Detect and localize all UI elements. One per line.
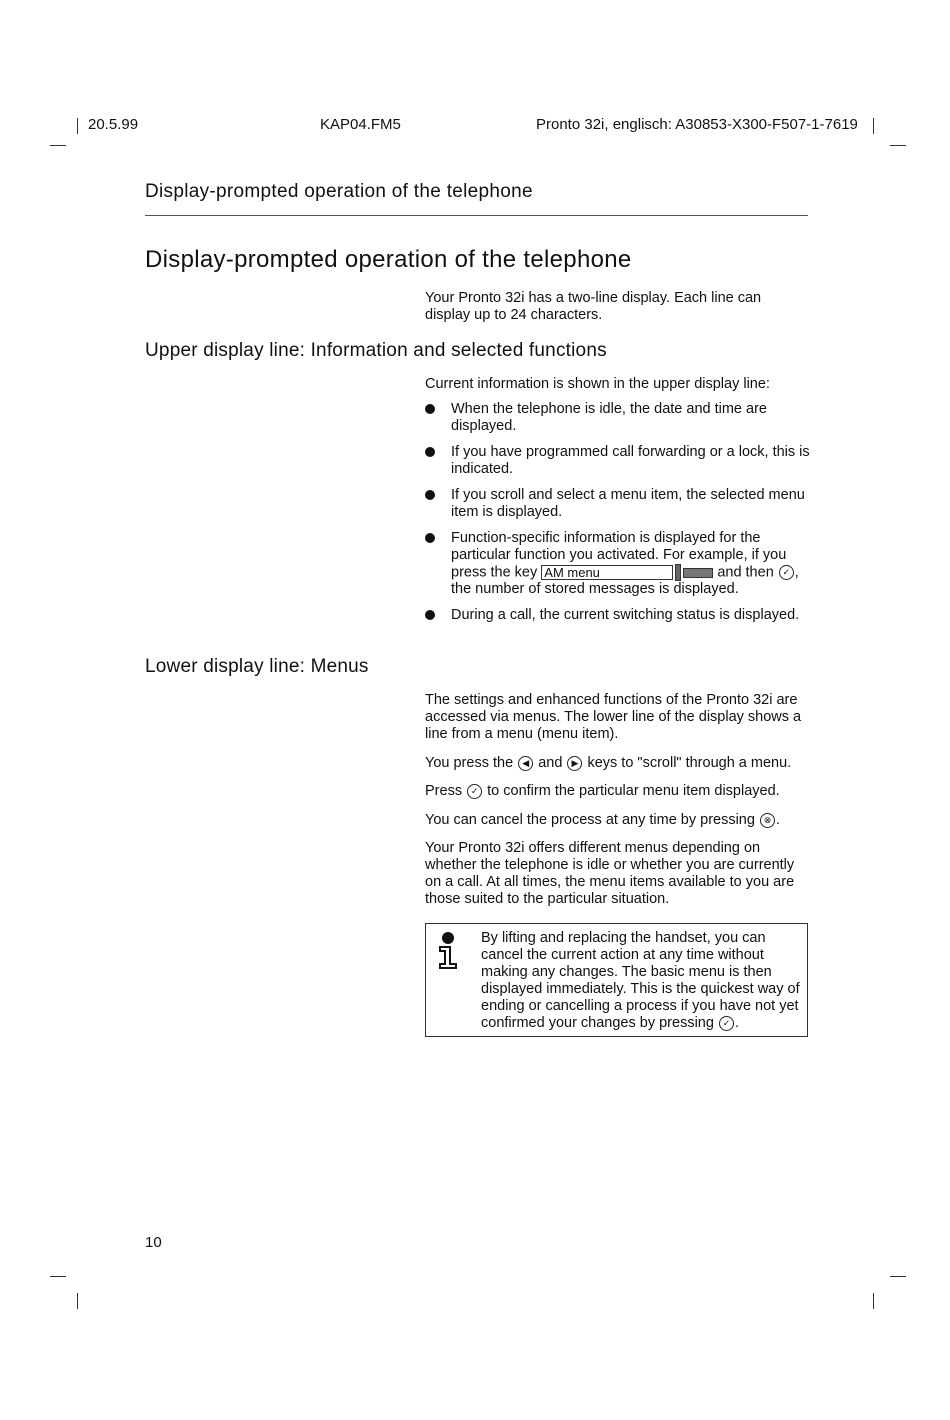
upper-bullet-list bbox=[425, 401, 810, 633]
list-item: If you have programmed call forwarding or a lock, this is indicated. bbox=[425, 444, 810, 478]
key-button-icon bbox=[683, 568, 713, 578]
ok-check-icon: ✓ bbox=[779, 565, 794, 580]
crop-mark bbox=[77, 1293, 78, 1309]
ok-check-icon: ✓ bbox=[719, 1016, 734, 1031]
lower-p4: You can cancel the process at any time by pressing ⊗ . bbox=[425, 812, 780, 828]
header-rule bbox=[145, 215, 808, 216]
crop-mark bbox=[890, 1276, 906, 1277]
section-title: Display-prompted operation of the telephone bbox=[145, 246, 632, 273]
key-separator-icon bbox=[675, 564, 681, 581]
list-item: When the telephone is idle, the date and time are displayed. bbox=[425, 401, 810, 435]
bullet-icon bbox=[425, 490, 435, 500]
page-number: 10 bbox=[145, 1234, 162, 1251]
header-product: Pronto 32i, englisch: A30853-X300-F507-1-7619 bbox=[536, 116, 858, 133]
cancel-icon: ⊗ bbox=[760, 813, 775, 828]
bullet-icon bbox=[425, 404, 435, 414]
info-note-box bbox=[425, 923, 808, 1037]
info-note-text: By lifting and replacing the handset, you can cancel the current action at any time without making any changes. The basic menu is then displayed immediately. This is the quickest way of ending or cancelling a process if you have not yet confirmed your changes by pressing ✓ . bbox=[481, 930, 800, 1031]
ok-check-icon: ✓ bbox=[467, 784, 482, 799]
info-icon bbox=[435, 931, 461, 971]
list-item: During a call, the current switching status is displayed. bbox=[425, 607, 810, 624]
lower-p2: You press the ◀ and ▶ keys to "scroll" through a menu. bbox=[425, 755, 792, 771]
header-file: KAP04.FM5 bbox=[320, 116, 401, 133]
crop-mark bbox=[873, 1293, 874, 1309]
crop-mark bbox=[873, 118, 874, 134]
running-head: Display-prompted operation of the telephone bbox=[145, 181, 533, 202]
lower-p3: Press ✓ to confirm the particular menu item displayed. bbox=[425, 783, 780, 799]
am-menu-key: AM menu bbox=[541, 565, 673, 580]
upper-lead: Current information is shown in the upper display line: bbox=[425, 376, 770, 392]
crop-mark bbox=[50, 145, 66, 146]
arrow-right-icon: ▶ bbox=[567, 756, 582, 771]
header-date: 20.5.99 bbox=[88, 116, 139, 133]
arrow-left-icon: ◀ bbox=[518, 756, 533, 771]
list-item: If you scroll and select a menu item, the selected menu item is displayed. bbox=[425, 487, 810, 521]
lower-p1: The settings and enhanced functions of the Pronto 32i are accessed via menus. The lower line of the display shows a line from a menu (menu item). bbox=[425, 692, 802, 742]
upper-title: Upper display line: Information and selected functions bbox=[145, 340, 607, 361]
bullet-icon bbox=[425, 610, 435, 620]
list-item: Function-specific information is displayed for the particular function you activated. For example, if you press the key AM menu and then ✓ , the number of stored messages is displayed. bbox=[425, 530, 810, 598]
lower-p5: Your Pronto 32i offers different menus depending on whether the telephone is idle or whether you are currently on a call. At all times, the menu items available to you are those suited to the particular situation. bbox=[425, 840, 795, 907]
crop-mark bbox=[890, 145, 906, 146]
crop-mark bbox=[50, 1276, 66, 1277]
section-intro: Your Pronto 32i has a two-line display. Each line can display up to 24 characters. bbox=[425, 290, 762, 323]
crop-mark bbox=[77, 118, 78, 134]
bullet-icon bbox=[425, 447, 435, 457]
bullet-icon bbox=[425, 533, 435, 543]
lower-title: Lower display line: Menus bbox=[145, 656, 369, 677]
